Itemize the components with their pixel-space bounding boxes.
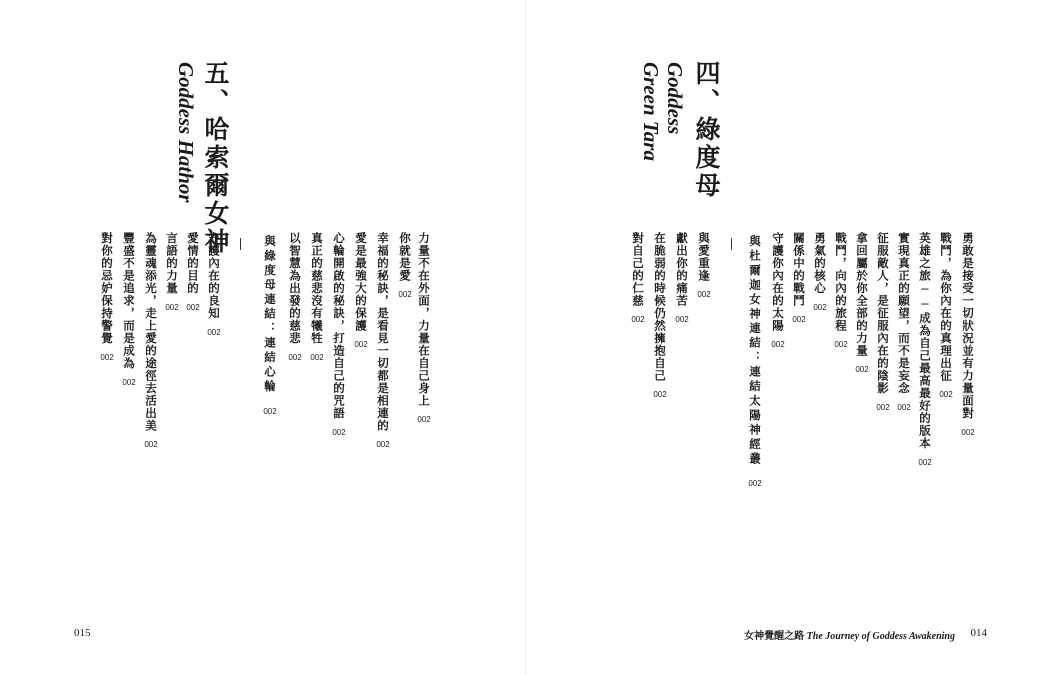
left-page: [0, 0, 525, 675]
toc-entry: 心輪開啟的秘訣，打造自己的咒語002: [332, 232, 346, 437]
toc-entry: 在脆弱的時候仍然擁抱自己002: [653, 232, 667, 399]
page-number: 014: [970, 627, 987, 639]
chapter-title-zh: 五、哈索爾女神: [201, 60, 230, 256]
toc-entry: 實現真正的願望，而不是妄念002: [897, 232, 911, 412]
toc-entry: 與愛重逢002: [697, 232, 711, 299]
toc-entry: 守護你內在的太陽002: [771, 232, 785, 349]
chapter-title-en: Goddess: [663, 62, 687, 135]
toc-entry: 守護內在的良知002: [207, 232, 221, 337]
toc-entry: 戰鬥，向內的旅程002: [834, 232, 848, 349]
toc-entry: 真正的慈悲沒有犧牲002: [310, 232, 324, 362]
toc-entry: 關係中的戰鬥002: [792, 232, 806, 324]
section-divider: [731, 238, 732, 250]
section-divider: [240, 238, 241, 250]
toc-entry: 勇氣的核心002: [813, 232, 827, 312]
chapter-subtitle-en: Green Tara: [639, 62, 663, 161]
toc-section-entry: 與綠度母連結：連結心輪002: [263, 235, 277, 416]
chapter-title-en: Goddess Hathor: [174, 62, 198, 203]
toc-section-entry: 與杜爾迦女神連結：連結太陽神經叢002: [748, 235, 762, 488]
toc-entry: 獻出你的痛苦002: [675, 232, 689, 324]
toc-entry: 勇敢是接受一切狀況並有力量面對002: [961, 232, 975, 437]
toc-entry: 對自己的仁慈002: [631, 232, 645, 324]
toc-entry: 愛是最強大的保護002: [354, 232, 368, 349]
toc-entry: 言語的力量002: [165, 232, 179, 312]
toc-entry: 對你的忌妒保持警覺002: [100, 232, 114, 362]
toc-entry: 英雄之旅──成為自己最高最好的版本002: [918, 232, 932, 467]
toc-entry: 拿回屬於你全部的力量002: [855, 232, 869, 374]
toc-entry: 你就是愛002: [398, 232, 412, 299]
running-head: 女神覺醒之路 The Journey of Goddess Awakening: [744, 631, 955, 642]
toc-entry: 以智慧為出發的慈悲002: [288, 232, 302, 362]
toc-entry: 征服敵人，是征服內在的陰影002: [876, 232, 890, 412]
toc-entry: 戰鬥，為你內在的真理出征002: [939, 232, 953, 399]
toc-entry: 豐盛不是追求，而是成為002: [122, 232, 136, 387]
toc-entry: 愛情的目的002: [186, 232, 200, 312]
toc-entry: 幸福的秘訣，是看見一切都是相連的002: [376, 232, 390, 449]
toc-entry: 為靈魂添光，走上愛的途徑去活出美002: [144, 232, 158, 449]
toc-entry: 力量不在外面，力量在自己身上002: [417, 232, 431, 424]
chapter-title-zh: 四、綠度母: [692, 60, 721, 200]
page-number: 015: [74, 627, 91, 639]
right-page: [526, 0, 1051, 675]
